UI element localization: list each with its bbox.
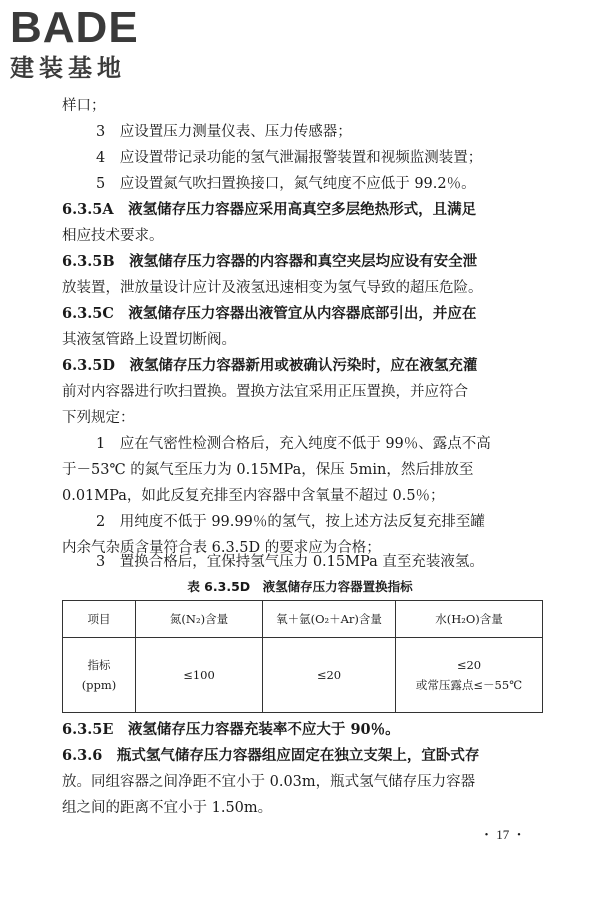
text-line: 于－53℃ 的氮气至压力为 0.15MPa，保压 5min，然后排放至 (62, 462, 474, 478)
table-caption: 表 6.3.5D 液氢储存压力容器置换指标 (187, 579, 413, 594)
clause-6-3-5e: 6.3.5E 液氢储存压力容器充装率不应大于 90％。 (62, 721, 400, 738)
logo-wordmark: BADE (10, 3, 139, 52)
table-header-row (63, 601, 543, 638)
clause-6-3-5a: 6.3.5A 液氢储存压力容器应采用高真空多层绝热形式，且满足 (62, 201, 477, 218)
header-nitrogen: 氮(N₂)含量 (136, 601, 263, 638)
text-line: 下列规定： (62, 410, 135, 426)
text-line: 样口； (62, 98, 106, 114)
list-item-2: 2 用纯度不低于 99.99％的氢气，按上述方法反复充排至罐 (96, 514, 485, 530)
text-line: 相应技术要求。 (62, 228, 164, 244)
row-unit: (ppm) (81, 678, 117, 692)
header-item: 项目 (63, 601, 136, 638)
water-dewpoint: 或常压露点≤－55℃ (415, 678, 523, 692)
water-value-cell (396, 638, 543, 713)
list-item-1: 1 应在气密性检测合格后，充入纯度不低于 99％、露点不高 (96, 436, 491, 452)
clause-6-3-5b: 6.3.5B 液氢储存压力容器的内容器和真空夹层均应设有安全泄 (62, 253, 478, 270)
clause-6-3-5d: 6.3.5D 液氢储存压力容器新用或被确认污染时，应在液氢充灌 (62, 357, 478, 374)
text-line: 放。同组容器之间净距不宜小于 0.03m，瓶式氢气储存压力容器 (62, 774, 476, 790)
list-item-3-replacement: 3 置换合格后，宜保持氢气压力 0.15MPa 直至充装液氢。 (96, 554, 484, 570)
clause-6-3-5c: 6.3.5C 液氢储存压力容器出液管宜从内容器底部引出，并应在 (62, 305, 477, 322)
header-water: 水(H₂O)含量 (396, 601, 543, 638)
bade-logo (10, 4, 180, 88)
text-line: 0.01MPa，如此反复充排至内容器中含氧量不超过 0.5％； (62, 488, 445, 504)
list-item-5: 5 应设置氮气吹扫置换接口，氮气纯度不应低于 99.2％。 (96, 176, 476, 192)
row-label-cell (63, 638, 136, 713)
oxygen-argon-value: ≤20 (263, 638, 396, 713)
text-line: 其液氢管路上设置切断阀。 (62, 332, 236, 348)
clause-6-3-6: 6.3.6 瓶式氢气储存压力容器组应固定在独立支架上，宜卧式存 (62, 747, 480, 764)
list-item-3: 3 应设置压力测量仪表、压力传感器； (96, 124, 352, 140)
text-line: 内余气杂质含量符合表 6.3.5D 的要求应为合格； (62, 540, 381, 556)
page-number: ・ 17 ・ (480, 827, 526, 842)
nitrogen-value: ≤100 (136, 638, 263, 713)
table-row (63, 638, 543, 713)
list-item-4: 4 应设置带记录功能的氢气泄漏报警装置和视频监测装置； (96, 150, 483, 166)
replacement-index-table (62, 600, 543, 713)
text-line: 放装置，泄放量设计应计及液氢迅速相变为氢气导致的超压危险。 (62, 280, 483, 296)
logo-chinese-text: 建装基地 (10, 54, 126, 82)
text-line: 前对内容器进行吹扫置换。置换方法宜采用正压置换，并应符合 (62, 384, 468, 400)
header-oxygen-argon: 氧＋氩(O₂＋Ar)含量 (263, 601, 396, 638)
row-label: 指标 (87, 658, 111, 672)
water-value: ≤20 (456, 658, 482, 672)
text-line: 组之间的距离不宜小于 1.50m。 (62, 800, 273, 816)
